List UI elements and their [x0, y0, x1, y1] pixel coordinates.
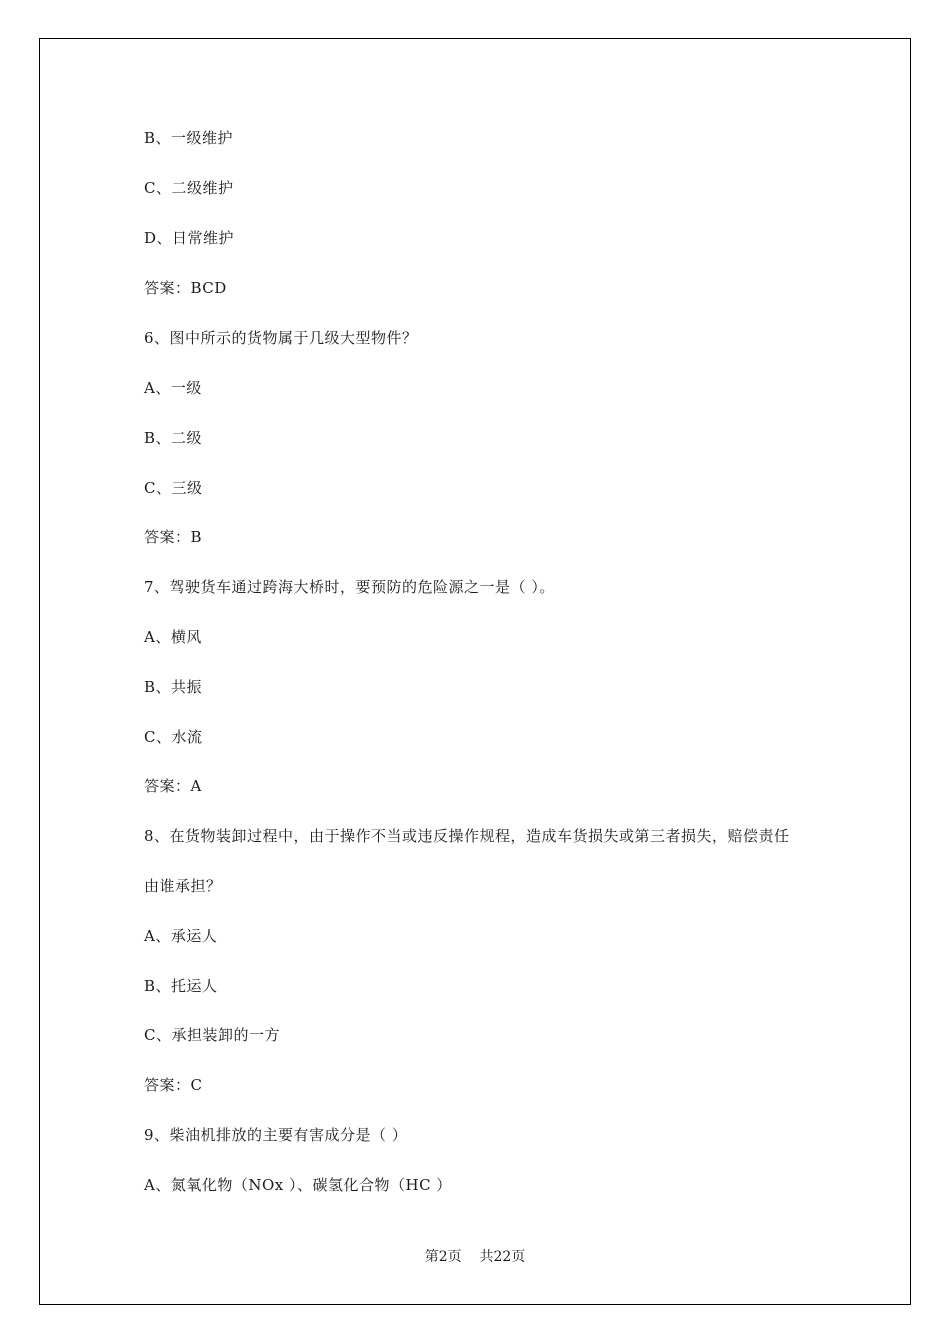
question-6: 6、图中所示的货物属于几级大型物件？ [144, 329, 418, 347]
option-d-daily-maintenance: D、日常维护 [144, 229, 235, 247]
question-8-continued: 由谁承担？ [144, 877, 222, 895]
q7-option-c: C、水流 [144, 728, 203, 746]
q6-option-a: A、一级 [144, 379, 202, 397]
q8-option-a: A、承运人 [144, 927, 218, 945]
answer-q6: 答案：B [144, 528, 203, 546]
q7-option-b: B、共振 [144, 678, 203, 696]
answer-q5: 答案：BCD [144, 279, 227, 297]
q6-option-c: C、三级 [144, 479, 203, 497]
q7-option-a: A、横风 [144, 628, 202, 646]
option-b-level1-maintenance: B、一级维护 [144, 129, 234, 147]
q8-option-c: C、承担装卸的一方 [144, 1026, 280, 1044]
question-7: 7、驾驶货车通过跨海大桥时，要预防的危险源之一是（ ）。 [144, 578, 555, 596]
q9-option-a: A、氮氧化物（NOx ）、碳氢化合物（HC ） [144, 1176, 452, 1194]
question-9: 9、柴油机排放的主要有害成分是（ ） [144, 1126, 408, 1144]
option-c-level2-maintenance: C、二级维护 [144, 179, 234, 197]
q6-option-b: B、二级 [144, 429, 203, 447]
answer-q8: 答案：C [144, 1076, 203, 1094]
q8-option-b: B、托运人 [144, 977, 218, 995]
question-8: 8、在货物装卸过程中，由于操作不当或违反操作规程，造成车货损失或第三者损失，赔偿责任 [144, 827, 790, 845]
page-number-footer: 第2页 共22页 [424, 1249, 526, 1265]
answer-q7: 答案：A [144, 777, 202, 795]
